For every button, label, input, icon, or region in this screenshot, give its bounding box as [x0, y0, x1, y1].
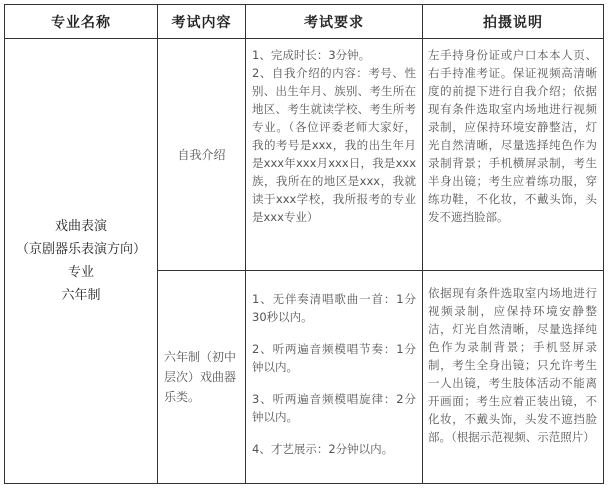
table-border-bottom [4, 483, 604, 484]
major-name-line-4: 六年制 [61, 288, 101, 303]
table-border-right [603, 4, 604, 484]
major-name-line-2: （京剧器乐表演方向） [15, 242, 146, 257]
header-filming-instructions: 拍摄说明 [483, 14, 543, 31]
header-major-name: 专业名称 [51, 14, 111, 31]
table-row-2-requirements [252, 290, 416, 480]
major-name-line-1: 戏曲表演 [54, 219, 107, 234]
requirement-item: 3、听两遍音频模唱旋律：2分钟以内。 [252, 392, 416, 424]
table-row-1-requirements [252, 46, 416, 266]
table-row-1-instructions [428, 46, 597, 266]
filming-instructions-text: 依据现有条件选取室内场地进行视频录制，应保持环境安静整洁，灯光自然清晰，尽量选择纯色作为录制背景；手机竖屏录制，考生全身出镜；只允许考生一人出镜，考生肢体活动不能离开画面；考生应着正装出镜，不化妆，不戴头饰，头发不遮挡脸部。（根据示范视频、示范照片） [428, 286, 597, 444]
exam-content-instrumental: 六年制（初中层次）戏曲器乐类。 [164, 350, 237, 404]
table-row-1-content [158, 39, 245, 270]
table-row-2-instructions [428, 284, 597, 480]
major-name-line-3: 专业 [67, 265, 94, 280]
requirement-item: 2、自我介绍的内容：考号、性别、出生年月、族别、考生所在地区、考生就读学校、考生所考专业。（各位评委老师大家好，我的考号是xxx，我的出生年月是xxx年xxx月xxx日，我是xxx族，我所在的地区是xxx，我就读于xxx学校，我所报考的专业是xxx专业） [252, 66, 416, 224]
requirement-item: 1、完成时长：3分钟。 [252, 48, 371, 62]
column-divider-3 [422, 4, 423, 484]
requirement-item: 1、无伴奏清唱歌曲一首：1分30秒以内。 [252, 292, 416, 324]
exam-content-self-intro: 自我介绍 [177, 148, 226, 162]
requirement-item: 4、才艺展示：2分钟以内。 [252, 442, 394, 456]
table-row-2-content [158, 271, 245, 483]
major-name-cell [5, 39, 157, 483]
requirement-item: 2、听两遍音频模唱节奏：1分钟以内。 [252, 342, 416, 374]
filming-instructions-text: 左手持身份证或户口本本人页、右手持准考证。保证视频高清晰度的前提下进行自我介绍；依据现有条件选取室内场地进行视频录制，应保持环境安静整洁，灯光自然清晰，尽量选择纯色作为录制背景；手机横屏录制，考生半身出镜；考生应着练功服，穿练功鞋，不化妆，不戴头饰，头发不遮挡脸部。 [428, 48, 597, 224]
header-exam-requirements: 考试要求 [304, 14, 364, 31]
header-exam-content: 考试内容 [171, 14, 232, 31]
column-divider-2 [245, 4, 246, 484]
